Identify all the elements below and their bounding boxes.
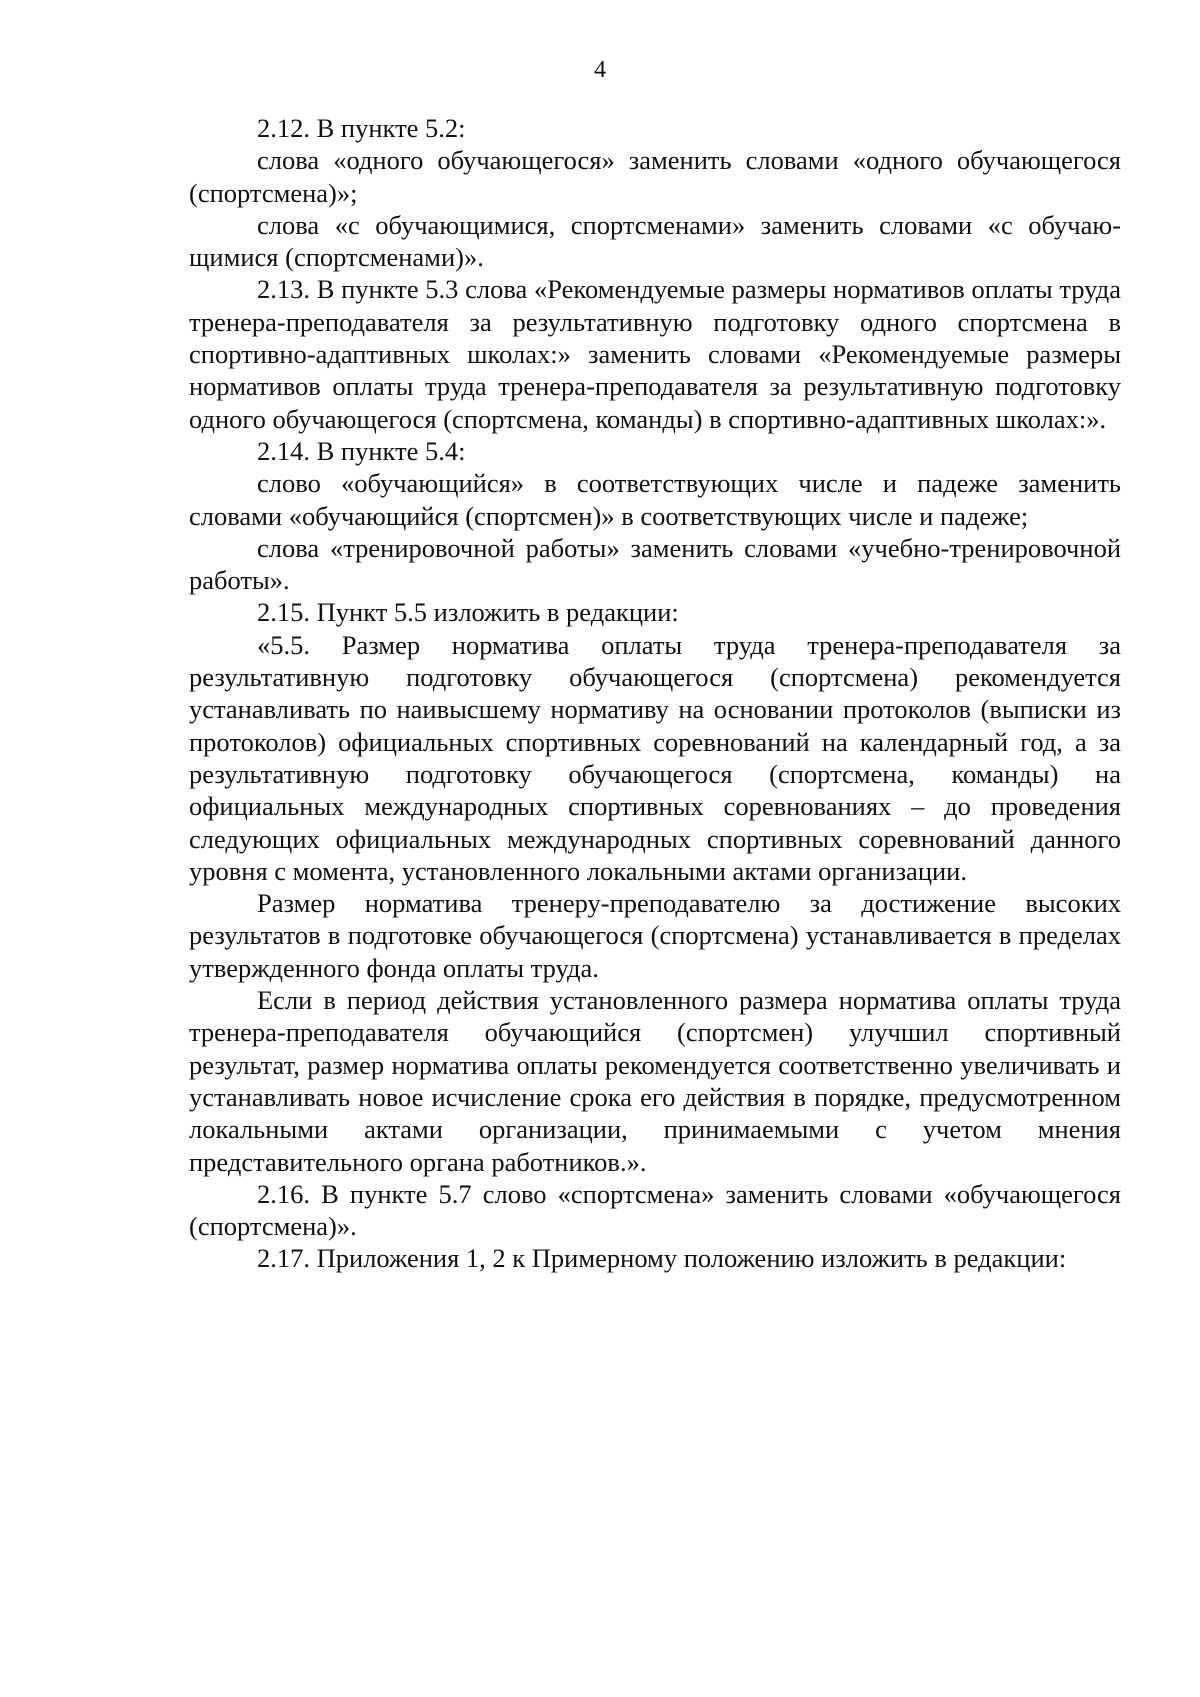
paragraph-2-12-item-2: слова «с обучающимися, спортсменами» заменить словами «с обучающимися (спортсменами)». [189, 209, 1121, 273]
paragraph-2-12-item-1: слова «одного обучающегося» заменить словами «одного обучающегося (спортсмена)»; [189, 145, 1121, 208]
paragraph-2-13: 2.13. В пункте 5.3 слова «Рекомендуемые размеры нормативов оплаты труда тренера-преподавателя за результативную подготовку одного спортсмена в спортивно-адаптивных школах:» заменить словами «Рекомендуемые размеры нормативов оплаты труда тренера-преподавателя за результативную подготовку одного обучающегося (спортсмена, команды) в спортивно-адаптивных школах:». [189, 274, 1121, 434]
paragraph-2-14-item-2: слова «тренировочной работы» заменить словами «учебно-тренировочной работы». [189, 532, 1121, 596]
paragraph-5-5-text: «5.5. Размер норматива оплаты труда тренера-преподавателя за результативную подготовку обучающегося (спортсмена) рекомендуется устанавливать по наивысшему нормативу на основании протоколов (выписки из протоколов) официальных спортивных соревнований на календарный год, а за результативную подготовку обучающегося (спортсмена, команды) на официальных международных спортивных соревнованиях – до проведения следующих официальных международных спортивных соревнований данного уровня с момента, установленного локальными актами организации. [189, 629, 1121, 886]
paragraph-5-5-improvement: Если в период действия установленного размера норматива оплаты труда тренера-преподавателя обучающийся (спортсмен) улучшил спортивный результат, размер норматива оплаты рекомендуется соответственно увеличивать и устанавливать новое исчисление срока его действия в порядке, предусмотренном локальными актами организации, принимаемыми с учетом мнения представительного органа работников.». [189, 985, 1121, 1177]
paragraph-2-12-heading: 2.12. В пункте 5.2: [257, 113, 466, 143]
paragraph-5-5-size: Размер норматива тренеру-преподавателю за достижение высоких результатов в подготовке обучающегося (спортсмена) устанавливается в пределах утвержденного фонда оплаты труда. [189, 888, 1121, 983]
page-number: 4 [594, 57, 606, 83]
paragraph-2-14-heading: 2.14. В пункте 5.4: [257, 435, 466, 466]
paragraph-2-14-item-1: слово «обучающийся» в соответствующих числе и падеже заменить словами «обучающийся (спортсмен)» в соответствующих числе и падеже; [189, 468, 1121, 531]
paragraph-2-17: 2.17. Приложения 1, 2 к Примерному положению изложить в редакции: [257, 1243, 1067, 1274]
paragraph-2-16: 2.16. В пункте 5.7 слово «спортсмена» заменить словами «обучающегося (спортсмена)». [189, 1178, 1121, 1242]
document-body [189, 112, 1121, 1275]
paragraph-2-15-heading: 2.15. Пункт 5.5 изложить в редакции: [257, 597, 679, 628]
